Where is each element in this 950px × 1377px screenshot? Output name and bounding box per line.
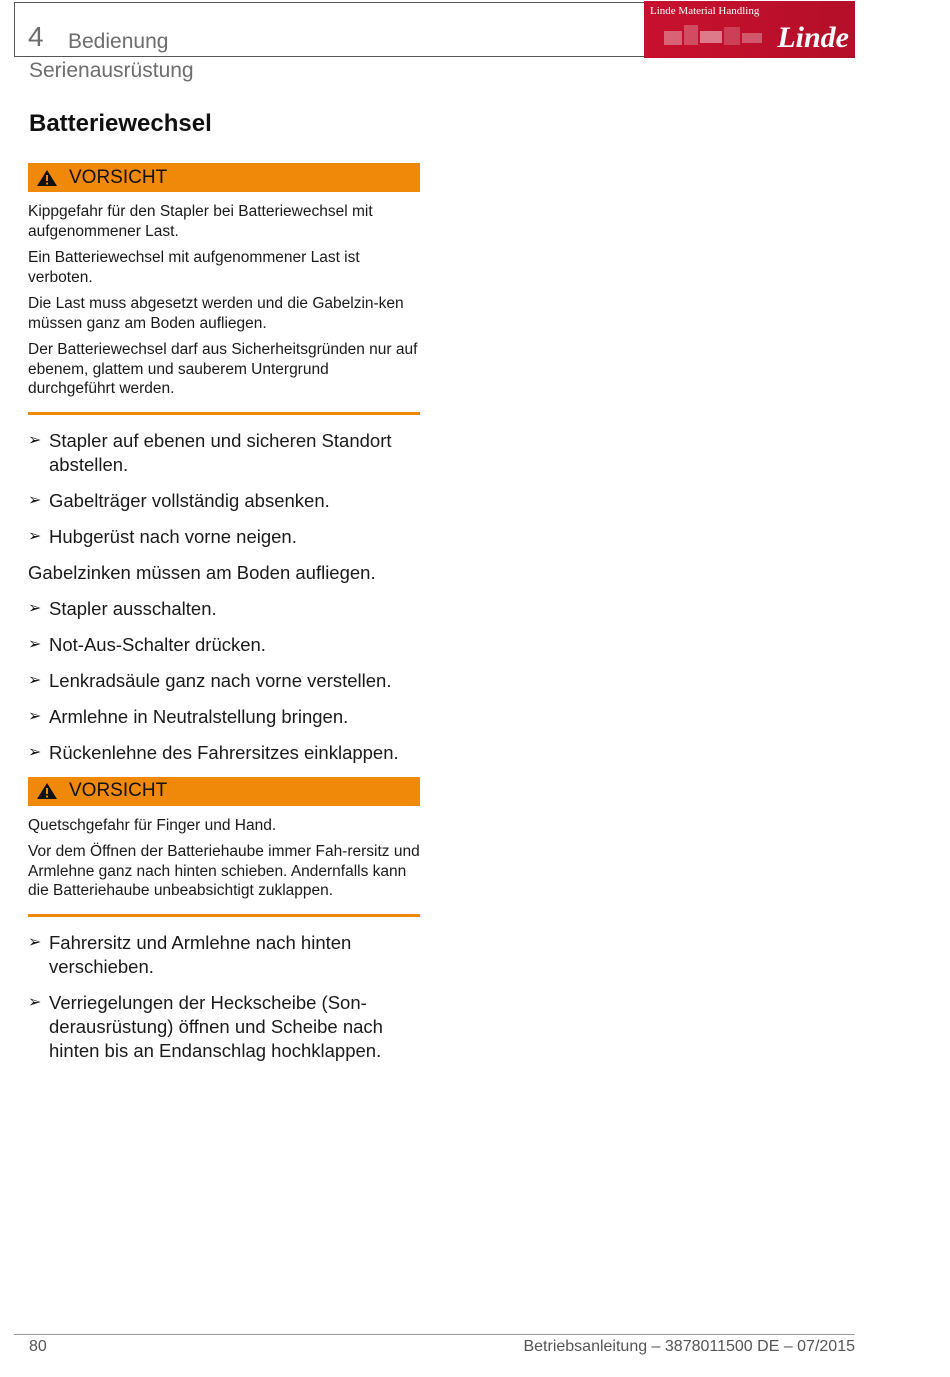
step-item: ➢ Gabelträger vollständig absenken.	[28, 489, 330, 511]
warning-paragraph: Der Batteriewechsel darf aus Sicherheitsgründen nur auf ebenem, glattem und sauberem Untergrund durchgeführt werden.	[28, 341, 418, 397]
footer-divider	[14, 1334, 855, 1335]
logo-brand: Linde	[777, 21, 849, 54]
section-title: Serienausrüstung	[29, 59, 194, 82]
page-number: 80	[29, 1338, 47, 1355]
arrowhead-icon: ➢	[28, 707, 42, 725]
arrowhead-icon: ➢	[28, 635, 42, 653]
step-item: ➢ Verriegelungen der Heckscheibe (Son-derausrüstung) öffnen und Scheibe nach hinten bis an Endanschlag hochklappen.	[28, 991, 383, 1061]
arrowhead-icon: ➢	[28, 599, 42, 617]
warning-paragraph: Kippgefahr für den Stapler bei Batteriewechsel mit aufgenommener Last.	[28, 203, 373, 240]
arrowhead-icon: ➢	[28, 491, 42, 509]
arrowhead-icon: ➢	[28, 743, 42, 761]
step-item: ➢ Fahrersitz und Armlehne nach hinten verschieben.	[28, 931, 352, 977]
step-item: ➢ Rückenlehne des Fahrersitzes einklappen.	[28, 741, 399, 763]
step-item: ➢ Not-Aus-Schalter drücken.	[28, 633, 266, 655]
logo-subtitle: Linde Material Handling	[650, 5, 760, 17]
arrowhead-icon: ➢	[28, 527, 42, 545]
warning-body	[28, 192, 420, 415]
step-item: ➢ Stapler ausschalten.	[28, 597, 217, 619]
warning-triangle-icon	[36, 782, 58, 800]
arrowhead-icon: ➢	[28, 671, 42, 689]
step-item: ➢ Armlehne in Neutralstellung bringen.	[28, 705, 349, 727]
step-item: ➢ Stapler auf ebenen und sicheren Standort abstellen.	[28, 429, 392, 475]
warning-paragraph: Die Last muss abgesetzt werden und die Gabelzin-ken müssen ganz am Boden aufliegen.	[28, 295, 404, 332]
arrowhead-icon: ➢	[28, 993, 42, 1011]
arrowhead-icon: ➢	[28, 431, 42, 449]
step-list	[28, 429, 420, 765]
warning-bar	[28, 163, 420, 192]
step-list	[28, 931, 420, 1063]
note-text: Gabelzinken müssen am Boden aufliegen.	[28, 561, 376, 583]
document-reference: Betriebsanleitung – 3878011500 DE – 07/2015	[523, 1338, 855, 1355]
step-item: ➢ Hubgerüst nach vorne neigen.	[28, 525, 297, 547]
chapter-number: 4	[28, 21, 44, 52]
warning-triangle-icon	[36, 169, 58, 187]
chapter-title: Bedienung	[68, 30, 169, 53]
warning-label: VORSICHT	[69, 166, 168, 188]
arrowhead-icon: ➢	[28, 933, 42, 951]
warning-label: VORSICHT	[69, 780, 168, 801]
content-block	[28, 163, 420, 1075]
warning-paragraph: Quetschgefahr für Finger und Hand.	[28, 816, 277, 834]
warning-paragraph: Vor dem Öffnen der Batteriehaube immer Fah-rersitz und Armlehne ganz nach hinten schieben. Andernfalls kann die Batteriehaube unbeabsichtigt zuklappen.	[28, 843, 420, 899]
header-box	[14, 2, 644, 57]
page-heading: Batteriewechsel	[29, 110, 212, 137]
linde-logo	[644, 1, 855, 58]
step-item: ➢ Lenkradsäule ganz nach vorne verstellen.	[28, 669, 392, 691]
warning-paragraph: Ein Batteriewechsel mit aufgenommener Last ist verboten.	[28, 249, 360, 286]
warning-body	[28, 806, 420, 917]
warning-bar	[28, 777, 420, 806]
